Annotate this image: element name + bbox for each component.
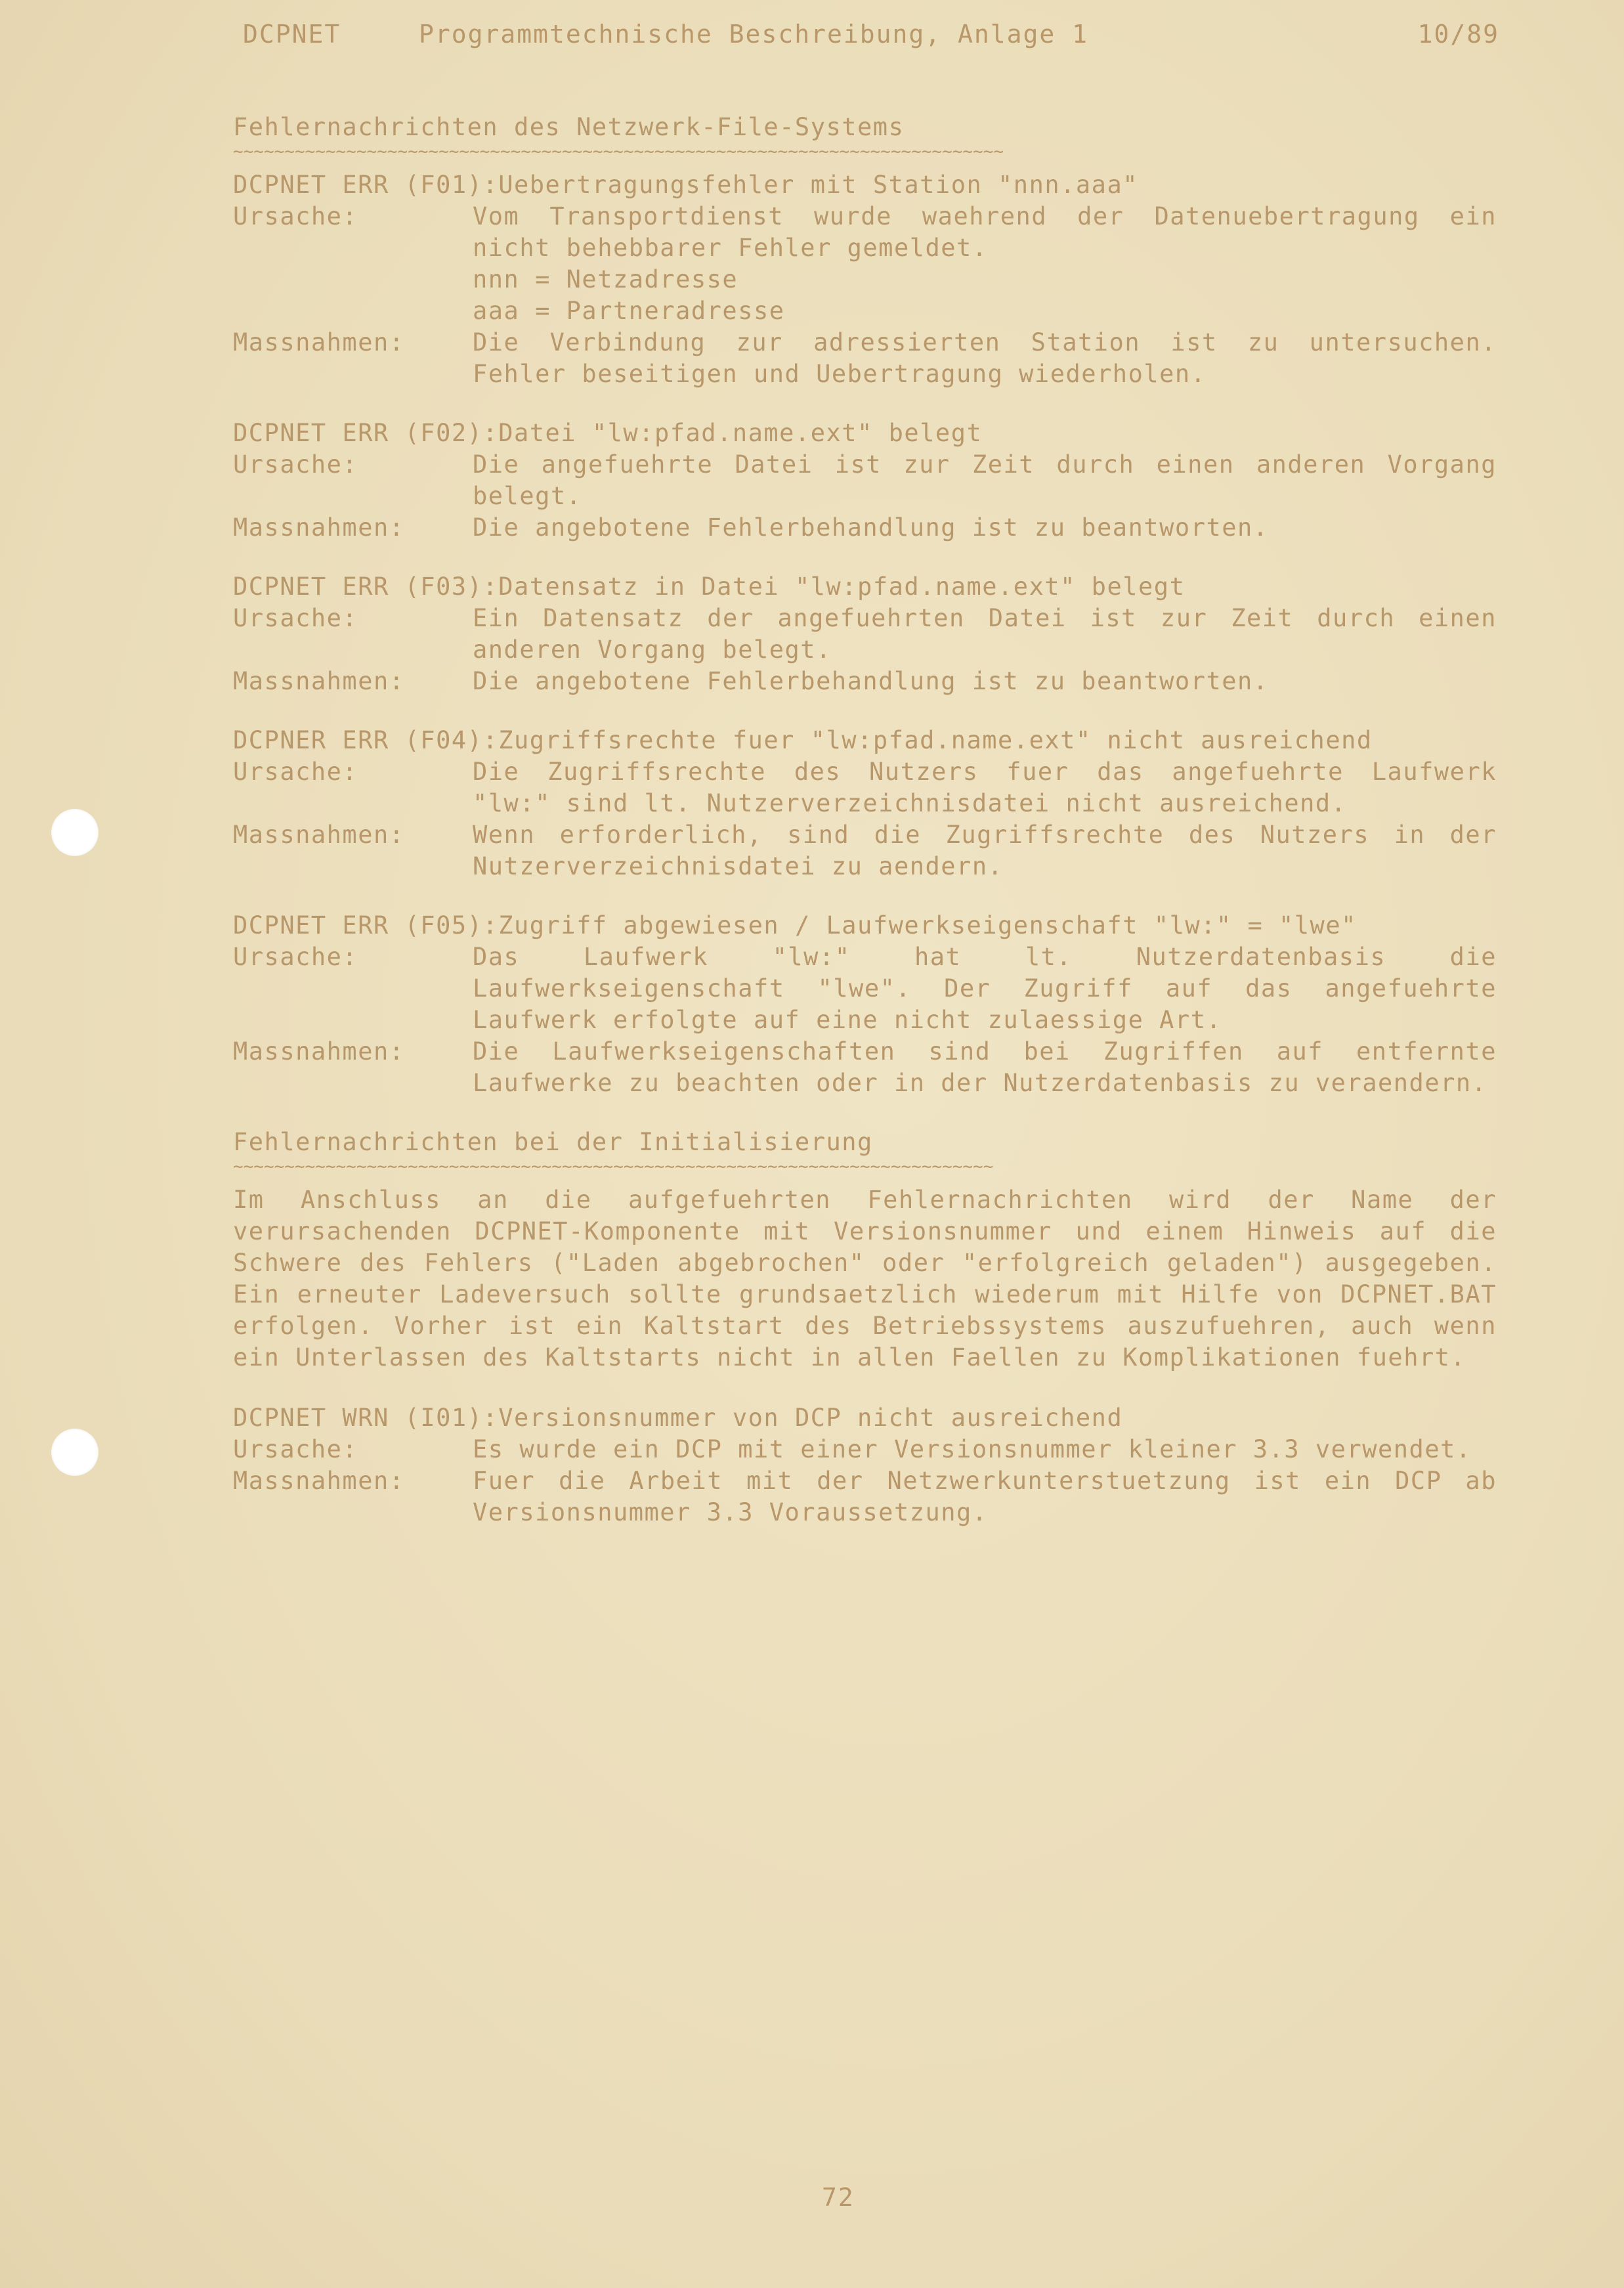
page-header (243, 20, 1499, 59)
ursache-text: Die Zugriffsrechte des Nutzers fuer das angefuehrte Laufwerk "lw:" sind lt. Nutzerverzeichnisdatei nicht ausreichend. (473, 758, 1497, 817)
error-entry-f05 (233, 910, 1497, 1099)
page-number: 72 (822, 2183, 855, 2212)
ursache-label: Ursache: (233, 450, 358, 479)
header-date: 10/89 (1417, 20, 1499, 49)
massnahmen-text: Die Laufwerkseigenschaften sind bei Zugriffen auf entfernte Laufwerke zu beachten oder in der Nutzerdatenbasis zu veraendern. (473, 1037, 1497, 1097)
massnahmen-text: Die angebotene Fehlerbehandlung ist zu beantworten. (473, 513, 1269, 542)
section-underline: ~~~~~~~~~~~~~~~~~~~~~~~~~~~~~~~~~~~~~~~~~~~~~~~~~~~~~~~~~~~~~~~~~~~~~~~~~~ (233, 1158, 994, 1175)
massnahmen-label: Massnahmen: (233, 1467, 405, 1495)
error-entry-f01 (233, 169, 1497, 390)
ursache-label: Ursache: (233, 202, 358, 230)
error-message: Datensatz in Datei "lw:pfad.name.ext" belegt (498, 572, 1186, 601)
massnahmen-label: Massnahmen: (233, 821, 405, 849)
massnahmen-text: Fuer die Arbeit mit der Netzwerkunterstuetzung ist ein DCP ab Versionsnummer 3.3 Voraussetzung. (473, 1467, 1497, 1526)
error-entry-f02 (233, 418, 1497, 544)
warning-message: Versionsnummer von DCP nicht ausreichend (498, 1404, 1123, 1432)
massnahmen-label: Massnahmen: (233, 667, 405, 695)
error-entry-f04 (233, 725, 1497, 882)
main-content (233, 112, 1497, 1556)
header-app-name: DCPNET (243, 20, 341, 49)
massnahmen-text: Die Verbindung zur adressierten Station ist zu untersuchen. Fehler beseitigen und Uebertragung wiederholen. (473, 328, 1497, 388)
warning-entry-i01 (233, 1402, 1497, 1528)
punch-hole-top (51, 809, 98, 856)
ursache-label: Ursache: (233, 758, 358, 786)
section-title-initialisierung: Fehlernachrichten bei der Initialisierung (233, 1128, 873, 1156)
ursache-extra-line: aaa = Partneradresse (473, 297, 785, 325)
ursache-text: Das Laufwerk "lw:" hat lt. Nutzerdatenbasis die Laufwerkseigenschaft "lwe". Der Zugriff auf das angefuehrte Laufwerk erfolgte auf eine nicht zulaessige Art. (473, 943, 1497, 1034)
punch-hole-bottom (51, 1429, 98, 1476)
error-code: DCPNET ERR (F02): (233, 419, 499, 447)
error-message: Zugriff abgewiesen / Laufwerkseigenschaft "lw:" = "lwe" (498, 911, 1357, 939)
error-message: Zugriffsrechte fuer "lw:pfad.name.ext" nicht ausreichend (498, 726, 1373, 754)
ursache-extra-line: nnn = Netzadresse (473, 265, 738, 293)
section-title-filesystem: Fehlernachrichten des Netzwerk-File-Systems (233, 113, 905, 141)
error-entry-f03 (233, 571, 1497, 697)
massnahmen-label: Massnahmen: (233, 1037, 405, 1066)
ursache-label: Ursache: (233, 1435, 358, 1463)
ursache-label: Ursache: (233, 604, 358, 632)
massnahmen-text: Die angebotene Fehlerbehandlung ist zu beantworten. (473, 667, 1269, 695)
massnahmen-label: Massnahmen: (233, 328, 405, 356)
massnahmen-text: Wenn erforderlich, sind die Zugriffsrechte des Nutzers in der Nutzerverzeichnisdatei zu aendern. (473, 821, 1497, 880)
error-code: DCPNET ERR (F03): (233, 572, 499, 601)
error-message: Uebertragungsfehler mit Station "nnn.aaa" (498, 171, 1139, 199)
massnahmen-label: Massnahmen: (233, 513, 405, 542)
error-code: DCPNET ERR (F01): (233, 171, 499, 199)
header-title: Programmtechnische Beschreibung, Anlage 1 (419, 20, 1088, 49)
initialisierung-paragraph: Im Anschluss an die aufgefuehrten Fehlernachrichten wird der Name der verursachenden DCPNET-Komponente mit Versionsnummer und einem Hinweis auf die Schwere des Fehlers ("Laden abgebrochen" oder "erfolgreich geladen") ausgegeben. Ein erneuter Ladeversuch sollte grundsaetzlich wiederum mit Hilfe von DCPNET.BAT erfolgen. Vorher ist ein Kaltstart des Betriebssystems auszufuehren, auch wenn ein Unterlassen des Kaltstarts nicht in allen Faellen zu Komplikationen fuehrt. (233, 1186, 1497, 1371)
section-underline: ~~~~~~~~~~~~~~~~~~~~~~~~~~~~~~~~~~~~~~~~~~~~~~~~~~~~~~~~~~~~~~~~~~~~~~~~~~~ (233, 143, 1004, 160)
ursache-label: Ursache: (233, 943, 358, 971)
warning-code: DCPNET WRN (I01): (233, 1404, 499, 1432)
error-code: DCPNET ERR (F05): (233, 911, 499, 939)
ursache-text: Ein Datensatz der angefuehrten Datei ist zur Zeit durch einen anderen Vorgang belegt. (473, 604, 1497, 664)
ursache-text: Es wurde ein DCP mit einer Versionsnummer kleiner 3.3 verwendet. (473, 1435, 1472, 1463)
ursache-text: Vom Transportdienst wurde waehrend der Datenuebertragung ein nicht behebbarer Fehler gemeldet. (473, 202, 1497, 262)
error-code: DCPNER ERR (F04): (233, 726, 499, 754)
error-message: Datei "lw:pfad.name.ext" belegt (498, 419, 983, 447)
ursache-text: Die angefuehrte Datei ist zur Zeit durch einen anderen Vorgang belegt. (473, 450, 1497, 510)
